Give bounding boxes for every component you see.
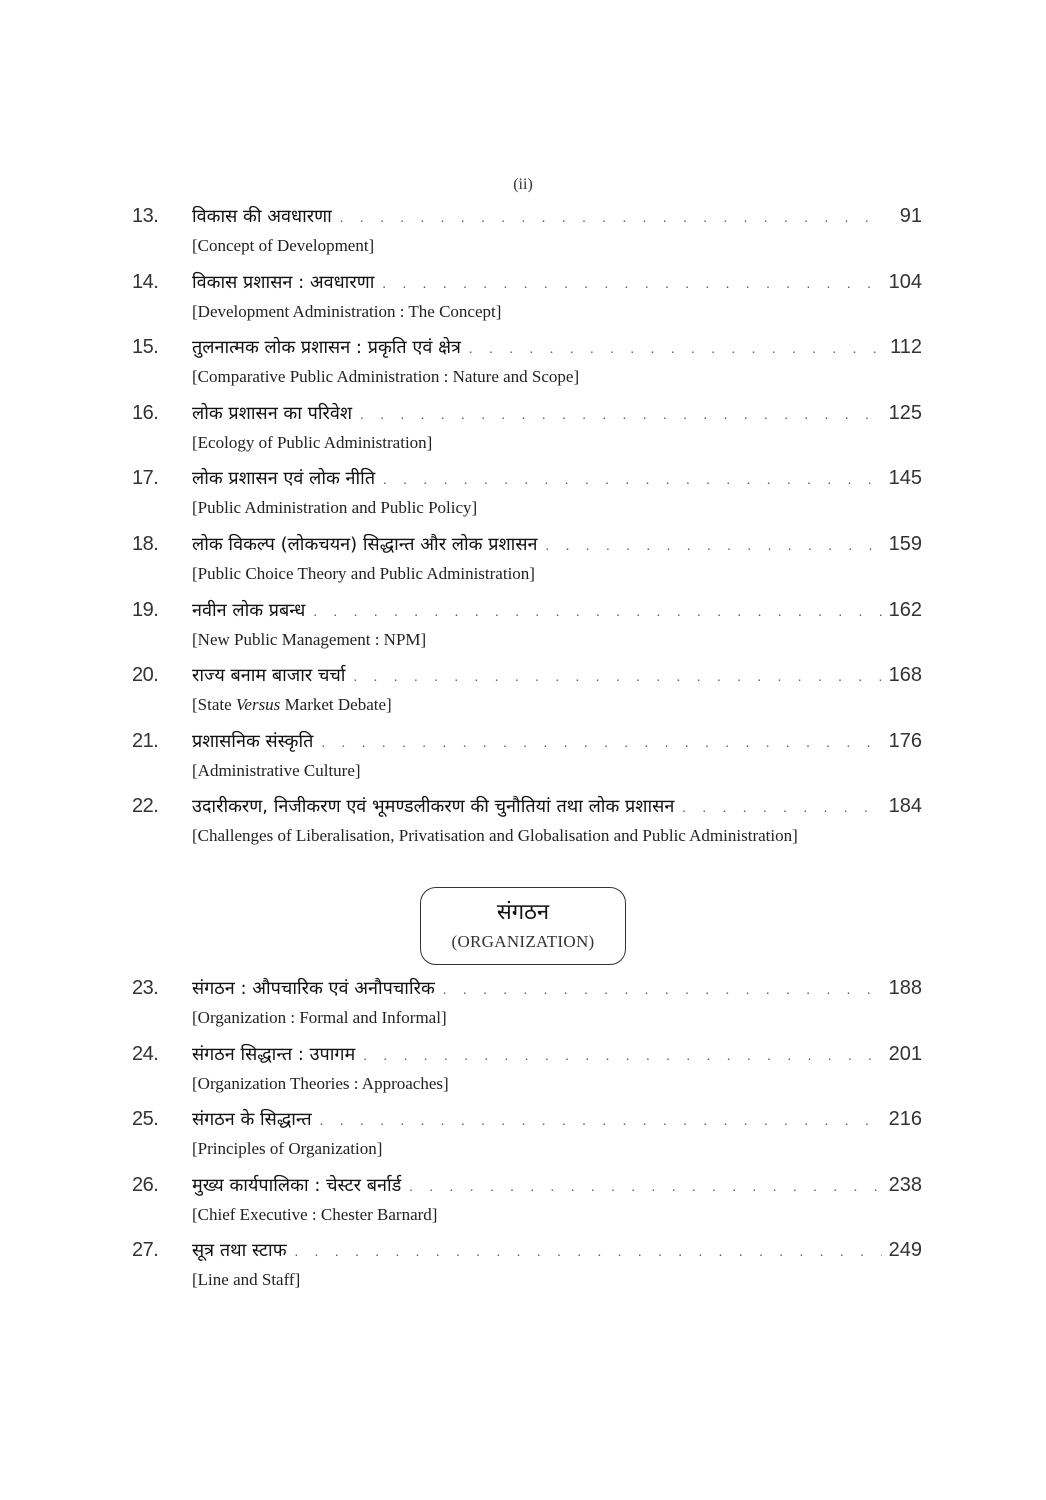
dot-leader: [320, 1114, 882, 1130]
entry-number: 18.: [132, 532, 159, 555]
toc-entry[interactable]: [132, 401, 922, 467]
dot-leader: [546, 539, 883, 555]
dot-leader: [383, 473, 882, 489]
entry-page: 159: [888, 532, 922, 555]
entry-title-english: [Challenges of Liberalisation, Privatisation and Globalisation and Public Administration]: [192, 826, 798, 846]
entry-page: 145: [888, 467, 922, 490]
dot-leader: [469, 342, 882, 358]
toc-entry[interactable]: [132, 976, 922, 1042]
dot-leader: [409, 1180, 882, 1196]
toc-entry[interactable]: [132, 1238, 922, 1304]
entry-page: 112: [890, 336, 922, 359]
entry-title-hindi: तुलनात्मक लोक प्रशासन : प्रकृति एवं क्षेत्र: [192, 337, 461, 359]
entry-number: 23.: [132, 977, 159, 999]
entry-page: 184: [888, 795, 922, 818]
entry-title-hindi: संगठन के सिद्धान्त: [192, 1109, 312, 1131]
entry-page: 249: [888, 1239, 922, 1262]
entry-title-english: [New Public Management : NPM]: [192, 629, 427, 649]
entry-title-hindi: विकास की अवधारणा: [192, 206, 332, 227]
entry-title-hindi: प्रशासनिक संस्कृति: [192, 730, 314, 752]
toc-entry[interactable]: [132, 1173, 922, 1239]
entry-page: 216: [888, 1108, 922, 1131]
entry-page: 238: [888, 1173, 922, 1196]
entry-title-hindi: विकास प्रशासन : अवधारणा: [192, 271, 375, 293]
entry-title-hindi: राज्य बनाम बाजार चर्चा: [192, 665, 346, 687]
entry-title-hindi: लोक प्रशासन का परिवेश: [192, 402, 353, 424]
entry-number: 25.: [132, 1108, 159, 1131]
dot-leader: [353, 670, 882, 686]
entry-title-english: [Line and Staff]: [192, 1270, 301, 1290]
entry-number: 26.: [132, 1173, 159, 1196]
entry-title-hindi: सूत्र तथा स्टाफ: [192, 1240, 287, 1262]
toc-entry[interactable]: [132, 1107, 922, 1173]
entry-title-english: [Public Choice Theory and Public Administration]: [192, 563, 535, 583]
dot-leader: [360, 408, 882, 424]
toc-entry[interactable]: [132, 1042, 922, 1108]
english-italic: Versus: [235, 695, 281, 715]
dot-leader: [363, 1049, 882, 1065]
entry-page: 201: [888, 1042, 922, 1065]
entry-number: 22.: [132, 795, 159, 818]
entry-title-english: [Public Administration and Public Policy]: [192, 498, 478, 518]
entry-number: 17.: [132, 467, 159, 490]
entry-title-english: [Comparative Public Administration : Nature and Scope]: [192, 367, 580, 387]
entry-title-english: [Organization Theories : Approaches]: [192, 1073, 449, 1093]
entry-number: 24.: [132, 1042, 159, 1065]
toc-entry[interactable]: [132, 270, 922, 336]
toc-part-1: [132, 204, 922, 882]
entry-number: 21.: [132, 729, 159, 752]
entry-page: 162: [888, 598, 922, 621]
toc-entry[interactable]: [132, 466, 922, 532]
entry-title-hindi: मुख्य कार्यपालिका : चेस्टर बर्नार्ड: [192, 1174, 402, 1196]
entry-page: 168: [888, 664, 922, 687]
entry-title-hindi: उदारीकरण, निजीकरण एवं भूमण्डलीकरण की चुनौतियां तथा लोक प्रशासन: [192, 796, 675, 818]
section-heading-box: [420, 887, 626, 965]
dot-leader: [443, 983, 882, 999]
entry-title-english: [Chief Executive : Chester Barnard]: [192, 1204, 438, 1224]
entry-title-english: [192, 693, 922, 716]
entry-title-english: [Concept of Development]: [192, 236, 375, 255]
toc-part-2: [132, 976, 922, 1304]
entry-title-english: [Ecology of Public Administration]: [192, 432, 433, 452]
entry-number: 15.: [132, 336, 159, 359]
section-title-english: (ORGANIZATION): [451, 932, 595, 951]
entry-page: 125: [888, 401, 922, 424]
toc-entry[interactable]: [132, 335, 922, 401]
entry-number: 27.: [132, 1239, 159, 1262]
entry-page: 188: [888, 977, 922, 999]
dot-leader: [321, 736, 882, 752]
entry-number: 14.: [132, 270, 159, 293]
entry-number: 13.: [132, 205, 159, 227]
entry-title-english: [Development Administration : The Concept]: [192, 301, 502, 321]
dot-leader: [295, 1245, 882, 1261]
entry-page: 176: [888, 729, 922, 752]
entry-title-english: [Administrative Culture]: [192, 760, 361, 780]
toc-entry[interactable]: [132, 729, 922, 795]
dot-leader: [382, 277, 882, 293]
entry-number: 16.: [132, 401, 159, 424]
dot-leader: [340, 211, 882, 227]
entry-title-english: [Principles of Organization]: [192, 1139, 383, 1159]
section-title-hindi: संगठन: [496, 900, 550, 925]
page-number: (ii): [513, 176, 533, 193]
entry-title-hindi: संगठन सिद्धान्त : उपागम: [192, 1043, 356, 1065]
entry-number: 20.: [132, 664, 159, 687]
entry-page: 104: [888, 270, 922, 293]
toc-entry[interactable]: [132, 663, 922, 729]
entry-title-hindi: लोक प्रशासन एवं लोक नीति: [192, 468, 376, 490]
entry-title-hindi: लोक विकल्प (लोकचयन) सिद्धान्त और लोक प्रशासन: [192, 533, 538, 555]
dot-leader: [313, 605, 882, 621]
entry-title-hindi: नवीन लोक प्रबन्ध: [192, 599, 306, 621]
entry-number: 19.: [132, 598, 159, 621]
toc-entry[interactable]: [132, 204, 922, 270]
entry-title-hindi: संगठन : औपचारिक एवं अनौपचारिक: [192, 978, 435, 999]
toc-entry[interactable]: [132, 532, 922, 598]
toc-entry[interactable]: [132, 794, 922, 882]
english-post: Market Debate]: [280, 695, 392, 715]
dot-leader: [682, 801, 882, 817]
entry-page: 91: [899, 205, 922, 227]
english-pre: [State: [192, 695, 236, 715]
toc-entry[interactable]: [132, 598, 922, 664]
entry-title-english: [Organization : Formal and Informal]: [192, 1008, 447, 1027]
